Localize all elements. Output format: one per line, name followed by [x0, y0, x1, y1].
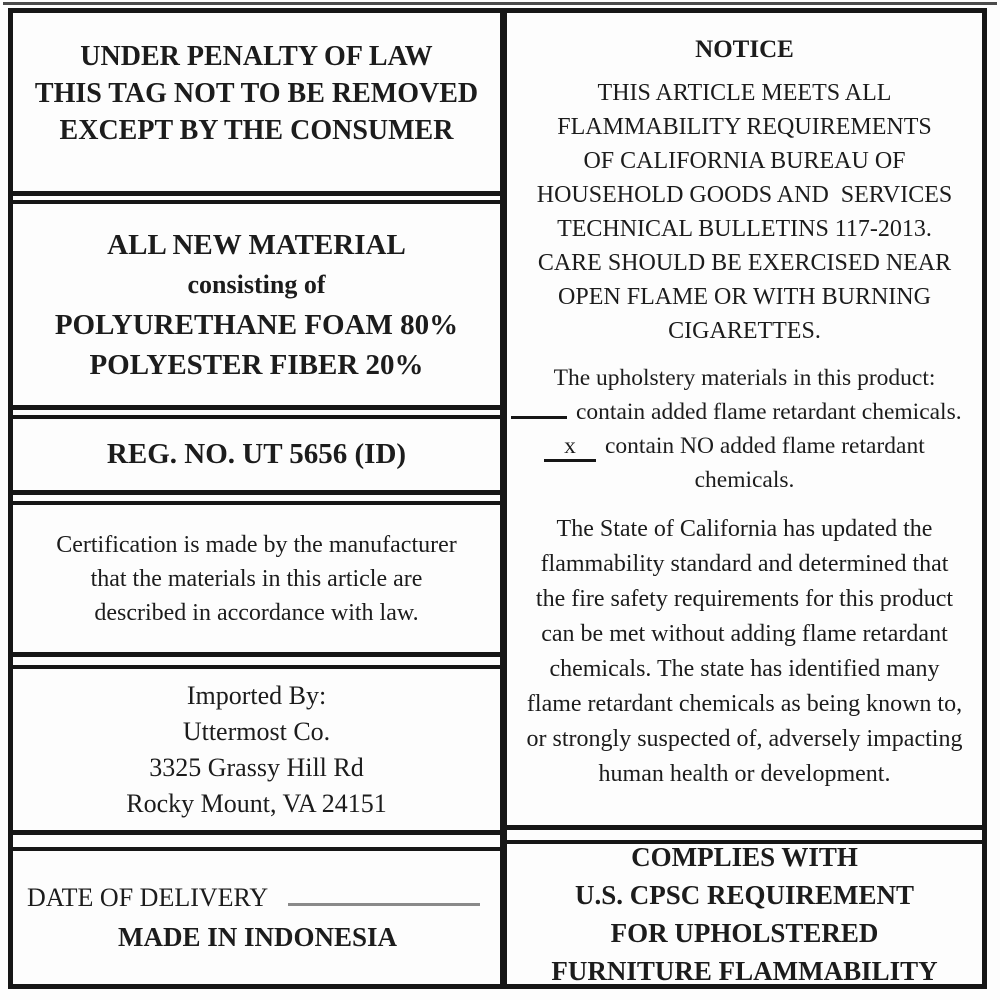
- importer-section: [13, 665, 500, 835]
- certification-section: [13, 501, 500, 657]
- declaration-option-added-label: contain added flame retardant chemicals.: [576, 399, 962, 425]
- registration-number: REG. NO. UT 5656 (ID): [106, 438, 407, 470]
- blank-line-unchecked: [511, 416, 567, 419]
- cpsc-compliance-section: [507, 840, 982, 984]
- text-line: Rocky Mount, VA 24151: [126, 788, 387, 818]
- text-line: The State of California has updated the: [556, 516, 933, 542]
- text-line: the fire safety requirements for this product: [535, 586, 954, 612]
- text-line: that the materials in this article are: [90, 565, 423, 592]
- text-line: THIS ARTICLE MEETS ALL: [597, 80, 892, 106]
- text-line: CIGARETTES.: [668, 318, 821, 344]
- photo-edge-artifact: [3, 2, 997, 5]
- text-line: Uttermost Co.: [182, 716, 331, 746]
- column-divider: [500, 13, 507, 984]
- flammability-paragraph: [511, 76, 978, 348]
- text-line: FLAMMABILITY REQUIREMENTS: [557, 114, 932, 140]
- date-blank-line: [288, 877, 480, 906]
- date-of-delivery-row: [27, 877, 488, 913]
- text-line: Certification is made by the manufacturer: [56, 531, 457, 558]
- text-line: Imported By:: [186, 680, 327, 710]
- text-line: POLYESTER FIBER 20%: [89, 348, 424, 381]
- date-of-delivery-label: DATE OF DELIVERY: [27, 883, 269, 912]
- text-line: CARE SHOULD BE EXERCISED NEAR: [537, 250, 952, 276]
- text-line: chemicals. The state has identified many: [549, 656, 940, 682]
- registration-number-section: [13, 415, 500, 495]
- declaration-option-added: [511, 395, 978, 429]
- text-line: FURNITURE FLAMMABILITY: [551, 956, 938, 984]
- text-line: OF CALIFORNIA BUREAU OF: [583, 148, 906, 174]
- text-line: EXCEPT BY THE CONSUMER: [59, 115, 454, 146]
- text-line: ALL NEW MATERIAL: [107, 228, 406, 261]
- text-line: flame retardant chemicals as being known to,: [526, 691, 963, 717]
- text-line: flammability standard and determined that: [540, 551, 949, 577]
- text-line: or strongly suspected of, adversely impacting: [526, 726, 963, 752]
- flame-retardant-declaration: [511, 361, 978, 497]
- text-line: TECHNICAL BULLETINS 117-2013.: [557, 216, 932, 242]
- text-line: described in accordance with law.: [94, 599, 419, 626]
- text-line: UNDER PENALTY OF LAW: [80, 41, 433, 72]
- declaration-option-no-added: [511, 429, 978, 463]
- right-column: [507, 13, 982, 984]
- state-update-paragraph: [511, 512, 978, 792]
- text-line: COMPLIES WITH: [631, 842, 858, 872]
- notice-section: [507, 13, 982, 830]
- left-column: [13, 13, 500, 984]
- declaration-option-no-added-cont: chemicals.: [694, 467, 795, 493]
- material-contents-section: [13, 200, 500, 410]
- declaration-option-no-added-label: contain NO added flame retardant: [605, 433, 925, 459]
- penalty-section: [13, 13, 500, 196]
- law-tag-frame: [8, 8, 987, 989]
- text-line: THIS TAG NOT TO BE REMOVED: [34, 78, 479, 109]
- text-line: U.S. CPSC REQUIREMENT: [574, 880, 915, 910]
- notice-title: NOTICE: [695, 36, 794, 63]
- text-line: OPEN FLAME OR WITH BURNING: [558, 284, 931, 310]
- text-line: POLYURETHANE FOAM 80%: [54, 308, 459, 341]
- delivery-section: [13, 847, 500, 984]
- made-in-label: MADE IN INDONESIA: [117, 922, 398, 952]
- text-line: consisting of: [187, 269, 326, 299]
- text-line: HOUSEHOLD GOODS AND SERVICES: [536, 182, 953, 208]
- text-line: can be met without adding flame retardant: [541, 621, 948, 647]
- text-line: human health or development.: [598, 761, 891, 787]
- text-line: FOR UPHOLSTERED: [610, 918, 879, 948]
- text-line: 3325 Grassy Hill Rd: [149, 752, 364, 782]
- declaration-intro: The upholstery materials in this product:: [553, 365, 936, 391]
- blank-line-checked-x: x: [544, 435, 596, 462]
